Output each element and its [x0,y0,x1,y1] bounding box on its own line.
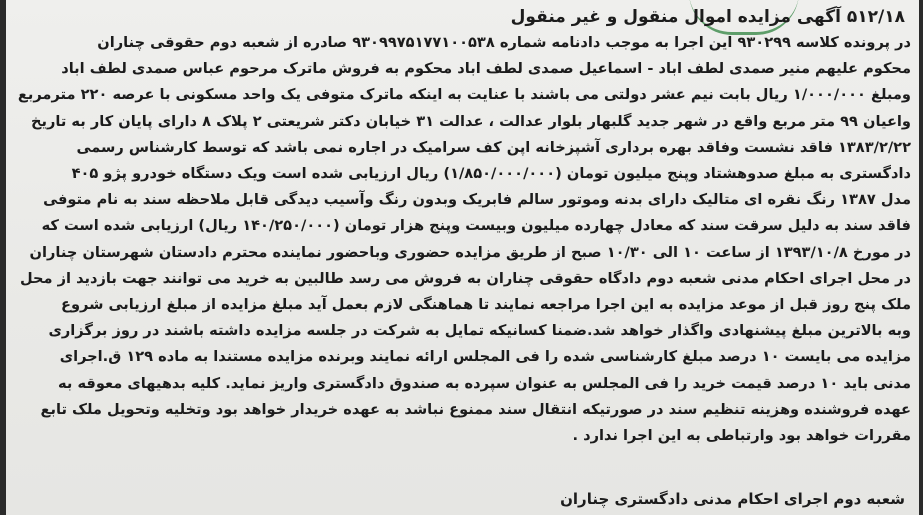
notice-line: مقررات خواهد بود وارتباطی به این اجرا ندارد . [572,427,911,445]
notice-line: محکوم علیهم منیر صمدی لطف اباد - اسماعیل صمدی لطف اباد محکوم به فروش ماترک مرحوم عباس صمدی لطف اباد [61,60,911,78]
notice-line: ملک پنج روز قبل از موعد مزایده به این اجرا مراجعه نمایند تا هماهنگی لازم بعمل آید مبلغ مزایده از مبلغ ارزیابی شروع [60,296,911,314]
notice-line: دادگستری به مبلغ صدوهشتاد وپنج میلیون تومان (۱/۸۵۰/۰۰۰/۰۰۰) ریال ارزیابی شده است ویک دستگاه خودرو پژو ۴۰۵ [71,165,911,183]
notice-line: در مورخ ۱۳۹۳/۱۰/۸ از ساعت ۱۰ الی ۱۰/۳۰ صبح از طریق مزایده حضوری وباحضور نماینده محترم دادستان شهرستان چناران [29,243,911,261]
notice-body [16,30,911,449]
notice-line: عهده فروشنده وهزینه تنظیم سند در صورتیکه انتقال سند ممنوع نباشد به عهده خریدار خواهد بود وتخلیه وتحویل ملک تابع [40,400,911,418]
notice-line: مدنی باید ۱۰ درصد قیمت خرید را فی المجلس به عنوان سپرده به صندوق دادگستری واریز نماید. کلیه بدهیهای معوقه به [58,374,911,392]
notice-line: واعیان ۹۹ متر مربع واقع در شهر جدید گلبهار بلوار عدالت ، عدالت ۳۱ خیابان دکتر شریعتی ۲ پلاک ۸ دارای پایان کار به تاریخ [30,112,911,130]
notice-line: مدل ۱۳۸۷ رنگ نقره ای متالیک دارای بدنه وموتور سالم فابریک وبدون رنگ وآسیب دیدگی قابل ملاحظه سند به نام متوفی [43,191,911,209]
notice-signature: شعبه دوم اجرای احکام مدنی دادگستری چناران [560,490,905,508]
notice-line: در پرونده کلاسه ۹۳۰۲۹۹ این اجرا به موجب دادنامه شماره ۹۳۰۹۹۷۵۱۷۷۱۰۰۵۳۸ صادره از شعبه دوم حقوقی چناران [97,34,911,51]
notice-line: مزایده می بایست ۱۰ درصد مبلغ کارشناسی شده را فی المجلس ارائه نمایند وبرنده مزایده مستندا به ماده ۱۲۹ ق.اجرای [59,348,911,366]
notice-line: ومبلغ ۱/۰۰۰/۰۰۰ ریال بابت نیم عشر دولتی می باشند با عنایت به اینکه ماترک متوفی یک واحد مسکونی با عرصه ۲۲۰ مترمربع [17,86,911,104]
notice-line: فاقد سند به دلیل سرقت سند که معادل چهارده میلیون وبیست وپنج هزار تومان (۱۴۰/۲۵۰/۰۰۰ ریال) ارزیابی شده است که [41,217,911,235]
notice-line: ۱۳۸۳/۲/۲۲ فاقد نشست وفاقد بهره برداری آشپزخانه اپن کف سرامیک در اجاره نمی باشد که توسط کارشناس رسمی [76,138,911,156]
notice-line: در محل اجرای احکام مدنی شعبه دوم دادگاه حقوقی چناران به فروش می رسد طالبین به خرید می توانند جهت بازدید از محل [19,269,911,287]
notice-title: ۵۱۲/۱۸ آگهی مزایده اموال منقول و غیر منقول [510,7,905,27]
notice-line: وبه بالاترین مبلغ پیشنهادی واگذار خواهد شد.ضمنا کسانیکه تمایل به شرکت در جلسه مزایده داشته باشند در روز برگزاری [48,322,911,340]
